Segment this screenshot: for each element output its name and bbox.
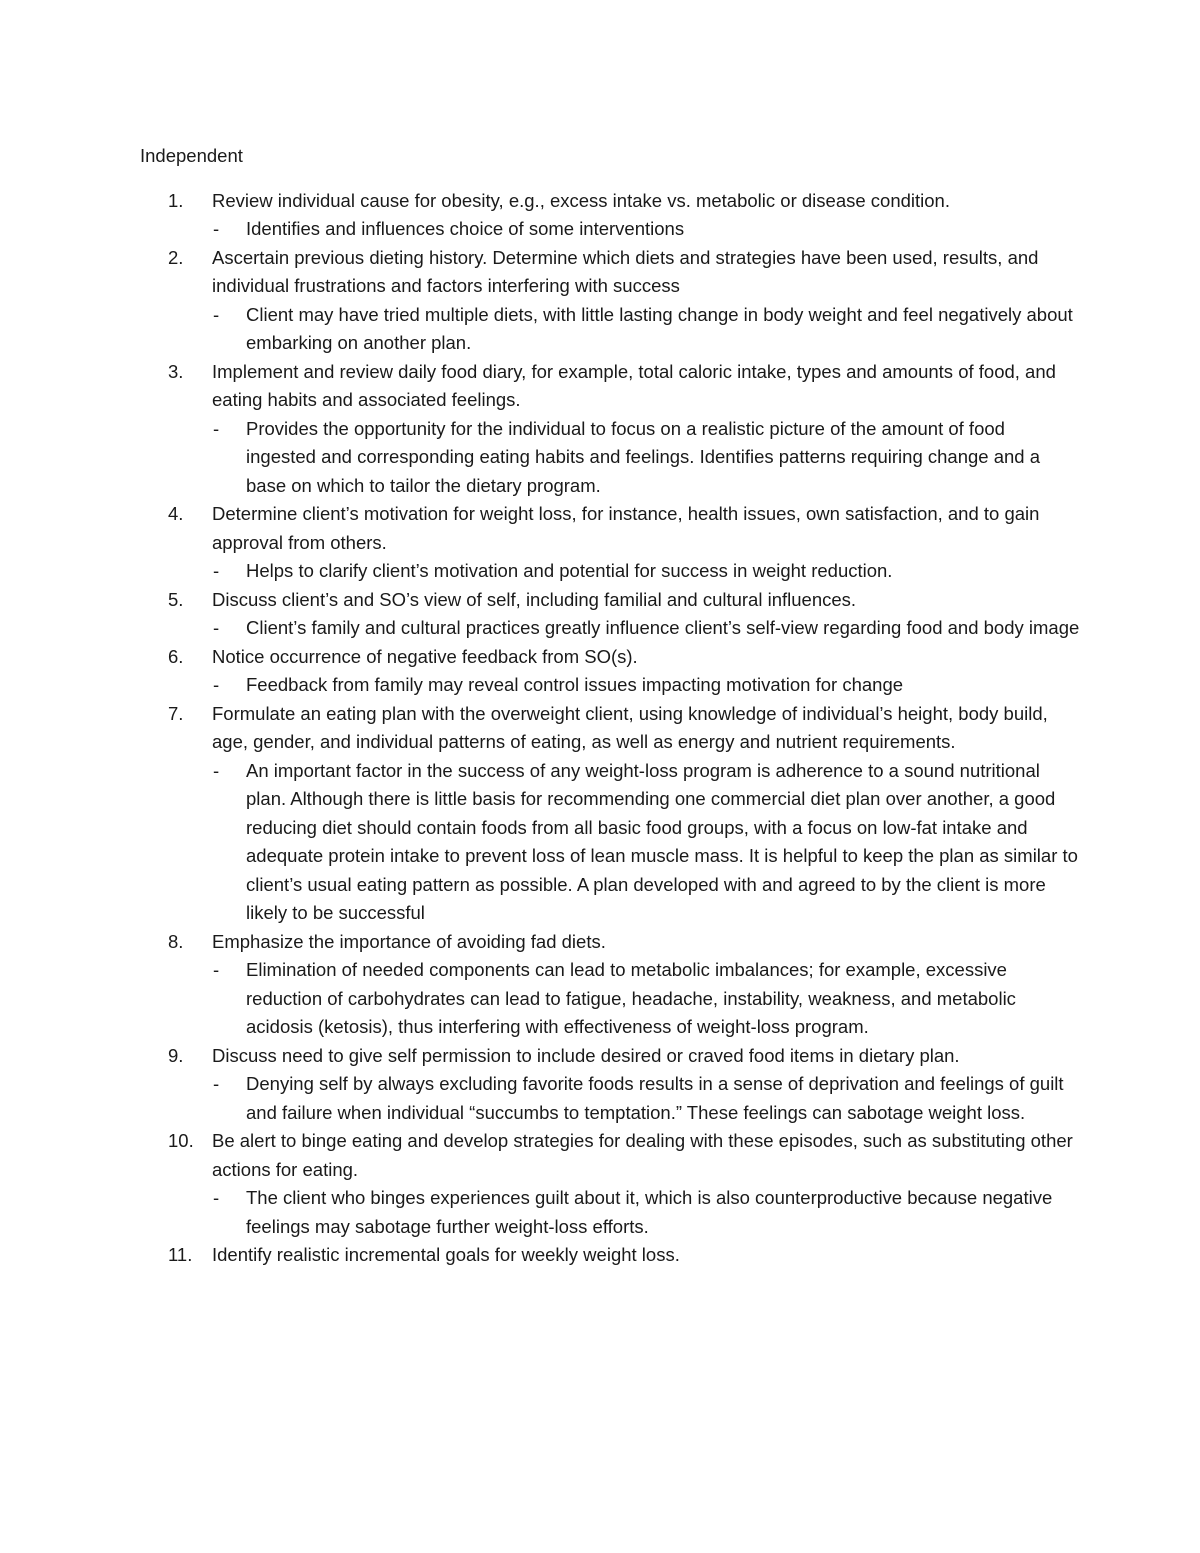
item-text: Identify realistic incremental goals for weekly weight loss.: [212, 1244, 680, 1265]
rationale-text: Provides the opportunity for the individual to focus on a realistic picture of the amount of food ingested and corresponding eating habits and feelings. Identifies patterns requiring change and a base on which to tailor the dietary program.: [246, 417, 1041, 496]
item-text: Formulate an eating plan with the overweight client, using knowledge of individual’s height, body build, age, gender, and individual patterns of eating, as well as energy and nutrient requirements.: [212, 702, 1048, 752]
item-number: 8.: [168, 930, 184, 952]
item-text: Implement and review daily food diary, for example, total caloric intake, types and amounts of food, and eating habits and associated feelings.: [212, 360, 1056, 410]
list-item: [140, 244, 1080, 358]
item-number: 11.: [168, 1244, 193, 1265]
list-item: [140, 700, 1080, 928]
rationale-text: Identifies and influences choice of some interventions: [246, 218, 685, 239]
item-text: Discuss client’s and SO’s view of self, including familial and cultural influences.: [212, 588, 857, 610]
item-text: Determine client’s motivation for weight loss, for instance, health issues, own satisfaction, and to gain approval from others.: [212, 503, 1040, 553]
item-text: Review individual cause for obesity, e.g., excess intake vs. metabolic or disease condition.: [212, 189, 950, 211]
item-number: 4.: [168, 503, 184, 524]
list-item: [140, 1241, 1080, 1270]
item-text: Emphasize the importance of avoiding fad diets.: [212, 930, 606, 952]
list-item: [140, 643, 1080, 700]
item-number: 10.: [168, 1130, 194, 1151]
section-heading: Independent: [140, 145, 243, 166]
dash-bullet: -: [213, 560, 220, 581]
item-number: 3.: [168, 360, 184, 382]
dash-bullet: -: [213, 417, 220, 439]
dash-bullet: -: [213, 759, 220, 781]
item-text: Notice occurrence of negative feedback from SO(s).: [212, 645, 638, 667]
dash-bullet: -: [213, 617, 220, 638]
item-number: 5.: [168, 588, 184, 610]
list-item: [140, 187, 1080, 244]
dash-bullet: -: [213, 959, 220, 980]
dash-bullet: -: [213, 1073, 220, 1094]
rationale-text: The client who binges experiences guilt about it, which is also counterproductive because negative feelings may sabotage further weight-loss efforts.: [246, 1187, 1053, 1237]
item-number: 2.: [168, 246, 184, 268]
item-number: 7.: [168, 702, 184, 724]
item-text: Be alert to binge eating and develop strategies for dealing with these episodes, such as substituting other actions for eating.: [212, 1130, 1073, 1180]
list-item: [140, 500, 1080, 586]
dash-bullet: -: [213, 303, 220, 325]
rationale-text: Denying self by always excluding favorite foods results in a sense of deprivation and feelings of guilt and failure when individual “succumbs to temptation.” These feelings can sabotage weight loss.: [246, 1073, 1064, 1123]
dash-bullet: -: [213, 218, 220, 239]
dash-bullet: -: [213, 674, 220, 695]
list-item: [140, 1042, 1080, 1128]
dash-bullet: -: [213, 1187, 220, 1208]
rationale-text: Elimination of needed components can lead to metabolic imbalances; for example, excessive reduction of carbohydrates can lead to fatigue, headache, instability, weakness, and metabolic acidosis (ketosis), thus interfering with effectiveness of weight-loss program.: [246, 959, 1016, 1037]
item-number: 9.: [168, 1044, 184, 1066]
rationale-text: Client may have tried multiple diets, with little lasting change in body weight and feel negatively about embarking on another plan.: [246, 303, 1073, 353]
item-text: Ascertain previous dieting history. Determine which diets and strategies have been used, results, and individual frustrations and factors interfering with success: [212, 246, 1039, 296]
item-number: 6.: [168, 645, 184, 667]
intervention-list: [140, 187, 1080, 1270]
rationale-text: Helps to clarify client’s motivation and potential for success in weight reduction.: [246, 560, 893, 581]
list-item: [140, 928, 1080, 1042]
item-text: Discuss need to give self permission to include desired or craved food items in dietary plan.: [212, 1044, 960, 1066]
list-item: [140, 358, 1080, 501]
rationale-text: Feedback from family may reveal control issues impacting motivation for change: [246, 674, 904, 695]
rationale-text: Client’s family and cultural practices greatly influence client’s self-view regarding food and body image: [246, 617, 1080, 638]
list-item: [140, 1127, 1080, 1241]
item-number: 1.: [168, 189, 184, 211]
rationale-text: An important factor in the success of any weight-loss program is adherence to a sound nutritional plan. Although there is little basis for recommending one commercial diet plan over another, a good reducing diet should contain foods from all basic food groups, with a focus on low-fat intake and adequate protein intake to prevent loss of lean muscle mass. It is helpful to keep the plan as similar to client’s usual eating pattern as possible. A plan developed with and agreed to by the client is more likely to be successful: [246, 759, 1078, 923]
list-item: [140, 586, 1080, 643]
